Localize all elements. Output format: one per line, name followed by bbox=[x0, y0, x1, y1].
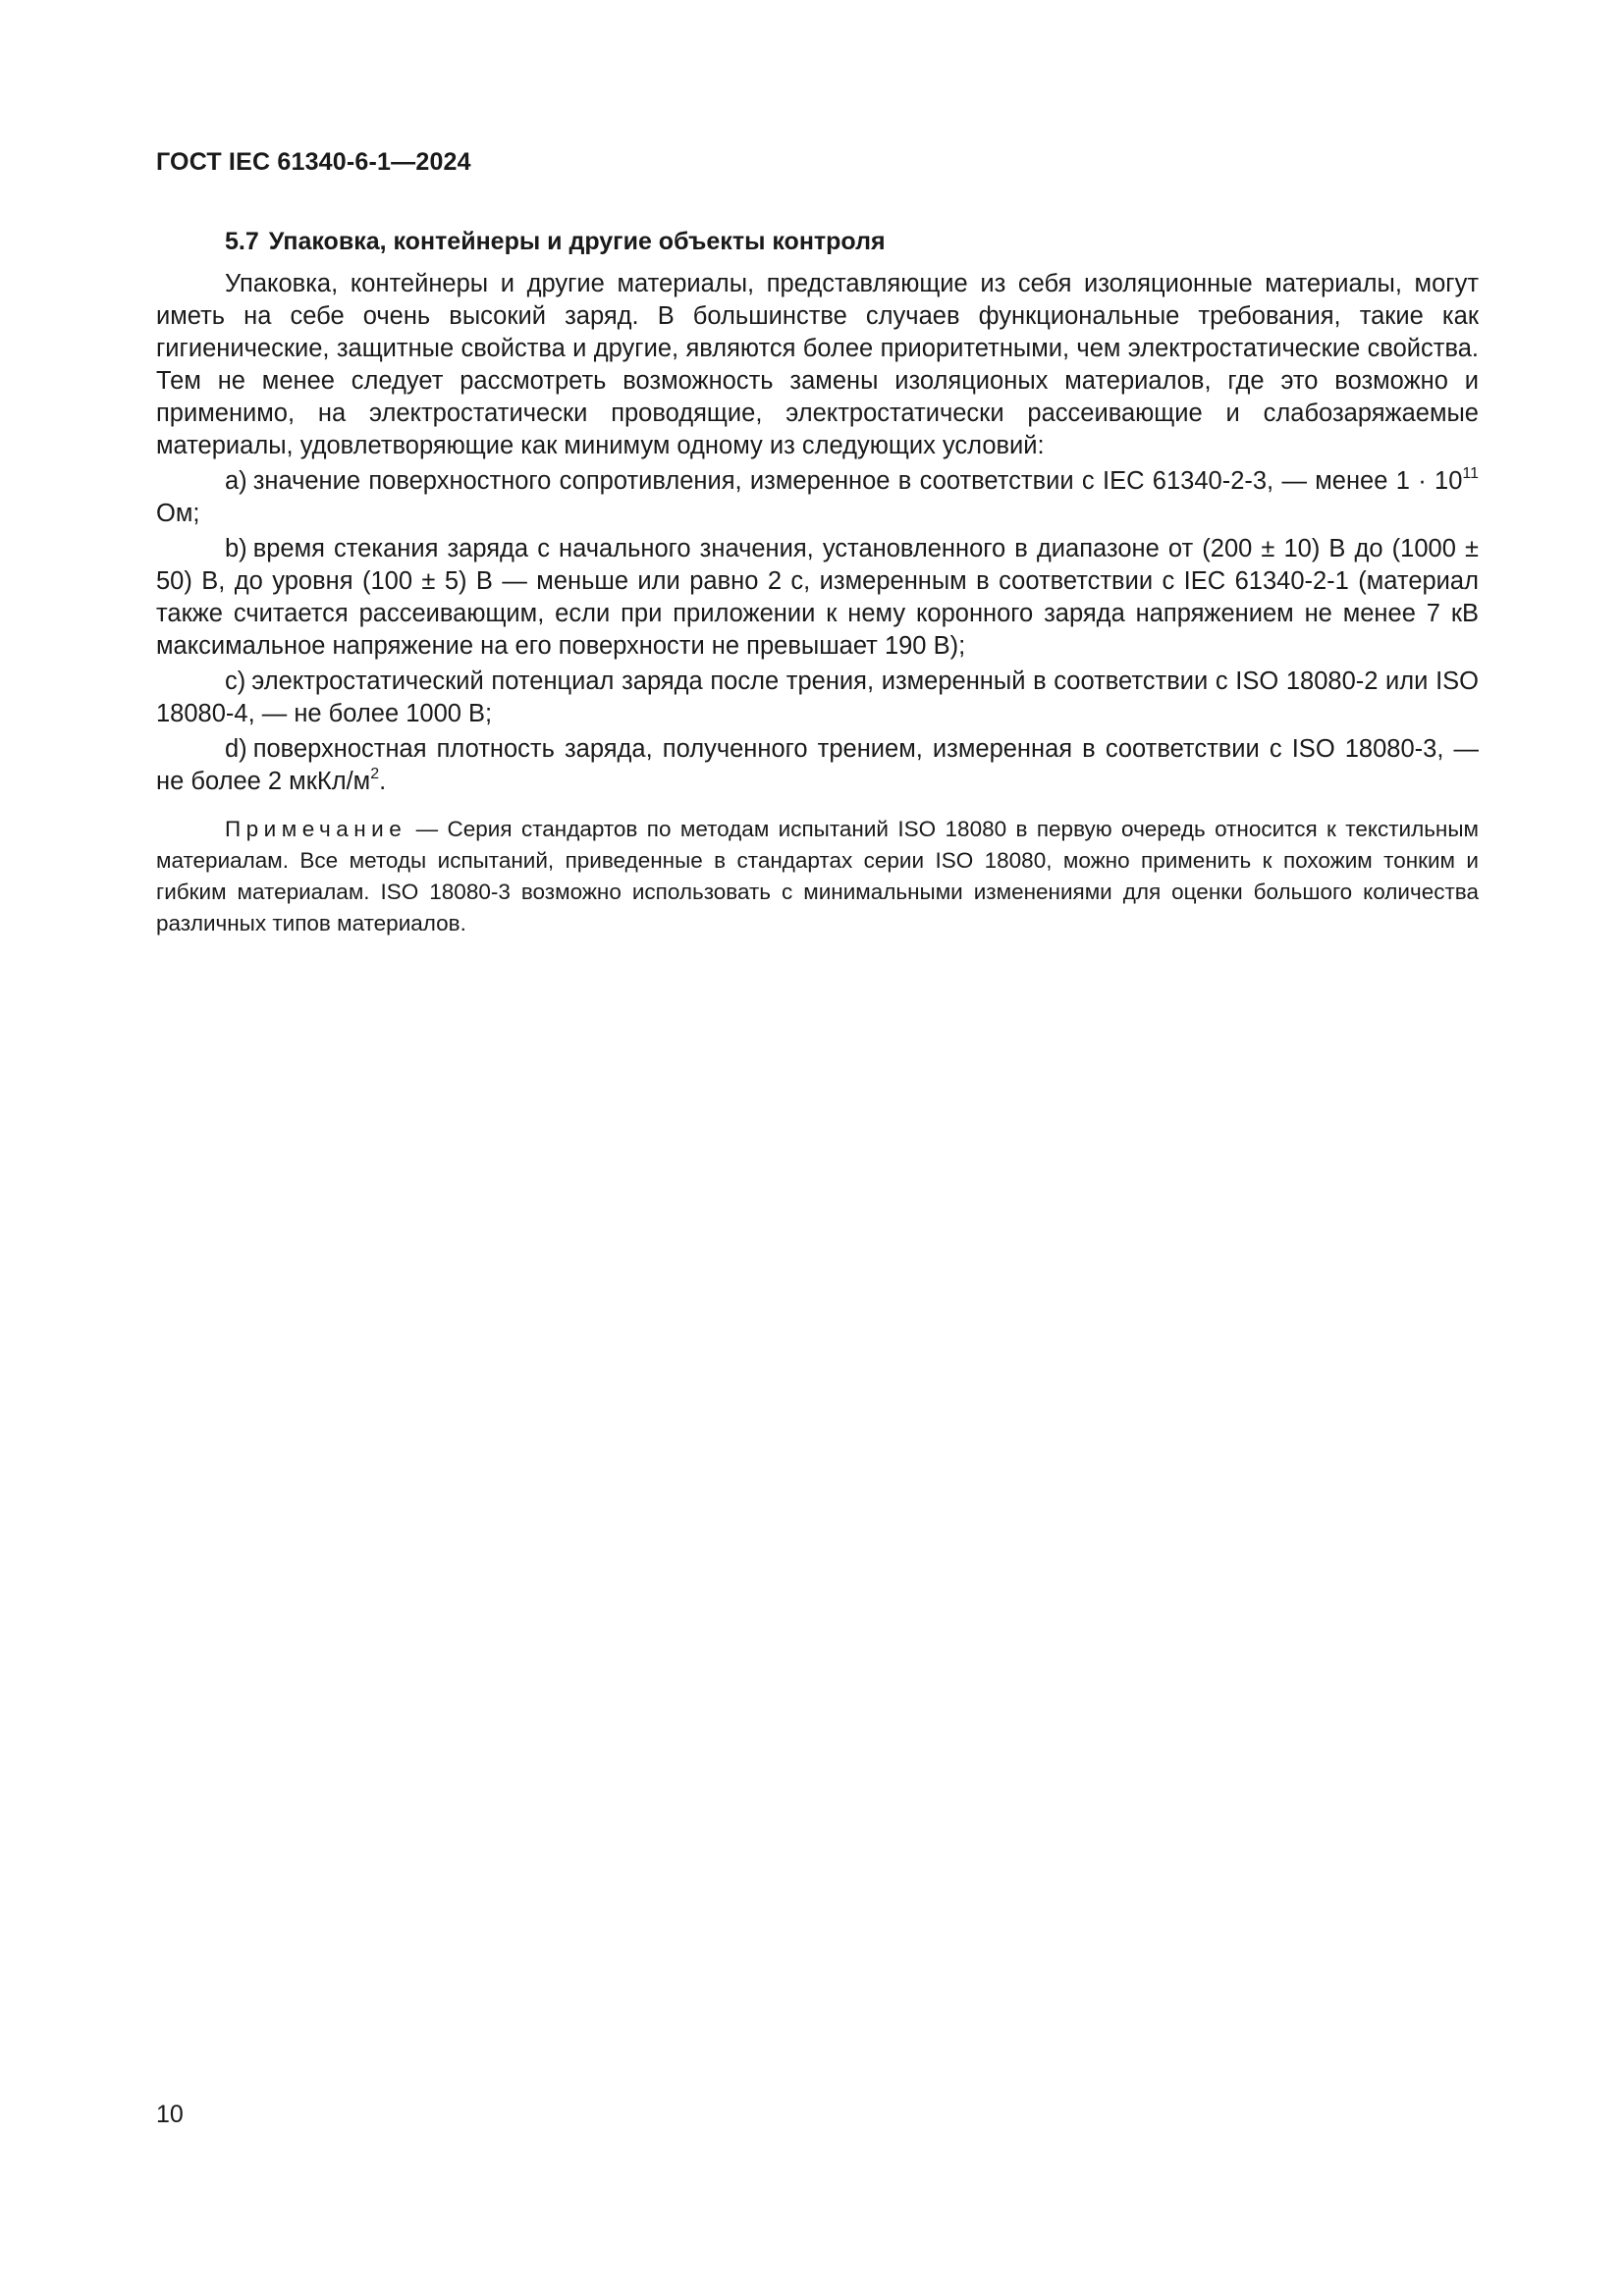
list-item-d-text-end: . bbox=[379, 768, 387, 795]
body-paragraph: Упаковка, контейнеры и другие материалы, представляющие из себя изоляционные материалы, могут иметь на себе очень высокий заряд. В большинстве случаев функциональные требования, такие как гигиенические, защитные свойства и другие, являются более приоритетными, чем электростатические свойства. Тем не менее следует рассмотреть возможность замены изоляционых материалов, где это возможно и применимо, на электростатически проводящие, электростатически рассеивающие и слабозаряжаемые материалы, удовлетворяющие как минимум одному из следующих условий: bbox=[156, 270, 1479, 459]
section-heading bbox=[156, 225, 1479, 258]
list-item-a-text-end: Ом; bbox=[156, 500, 200, 527]
section-number: 5.7 bbox=[225, 228, 259, 255]
list-item-a-superscript: 11 bbox=[1462, 464, 1479, 482]
note-paragraph bbox=[156, 814, 1479, 939]
list-item-a-text: значение поверхностного сопротивления, измеренное в соответствии с IEC 61340-2-3, — менее 1 · 10 bbox=[252, 467, 1463, 495]
page-number: 10 bbox=[156, 2101, 184, 2128]
list-item-b-text: время стекания заряда с начального значения, установленного в диапазоне от (200 ± 10) В до (1000 ± 50) В, до уровня (100 ± 5) В — меньше или равно 2 с, измеренным в соответствии с IEC 61340-2-1 (материал также считается рассеивающим, если при приложении к нему коронного заряда напряжением не менее 7 кВ максимальное напряжение на его поверхности не превышает 190 В); bbox=[156, 535, 1479, 660]
list-item-b-mark: b) bbox=[225, 535, 247, 562]
list-item-b bbox=[156, 533, 1479, 663]
list-item-c-mark: c) bbox=[225, 667, 246, 695]
list-item-d-text: поверхностная плотность заряда, полученного трением, измеренная в соответствии с ISO 18080-3, — не более 2 мкКл/м bbox=[156, 735, 1479, 795]
section-content bbox=[156, 225, 1479, 939]
list-item-a bbox=[156, 465, 1479, 530]
list-item-d bbox=[156, 733, 1479, 798]
document-code-header: ГОСТ IEC 61340-6-1—2024 bbox=[156, 148, 471, 176]
list-item-d-mark: d) bbox=[225, 735, 247, 763]
section-title: Упаковка, контейнеры и другие объекты контроля bbox=[268, 228, 886, 255]
list-item-d-superscript: 2 bbox=[370, 765, 380, 782]
note-text: — Серия стандартов по методам испытаний ISO 18080 в первую очередь относится к текстильным материалам. Все методы испытаний, приведенные в стандартах серии ISO 18080, можно применить к похожим тонким и гибким материалам. ISO 18080-3 возможно использовать с минимальными изменениями для оценки большого количества различных типов материалов. bbox=[156, 817, 1479, 935]
list-item-a-mark: a) bbox=[225, 467, 247, 495]
note-label: Примечание bbox=[225, 817, 407, 841]
list-item-c-text: электростатический потенциал заряда после трения, измеренный в соответствии с ISO 18080-2 или ISO 18080-4, — не более 1000 В; bbox=[156, 667, 1479, 727]
list-item-c bbox=[156, 666, 1479, 730]
